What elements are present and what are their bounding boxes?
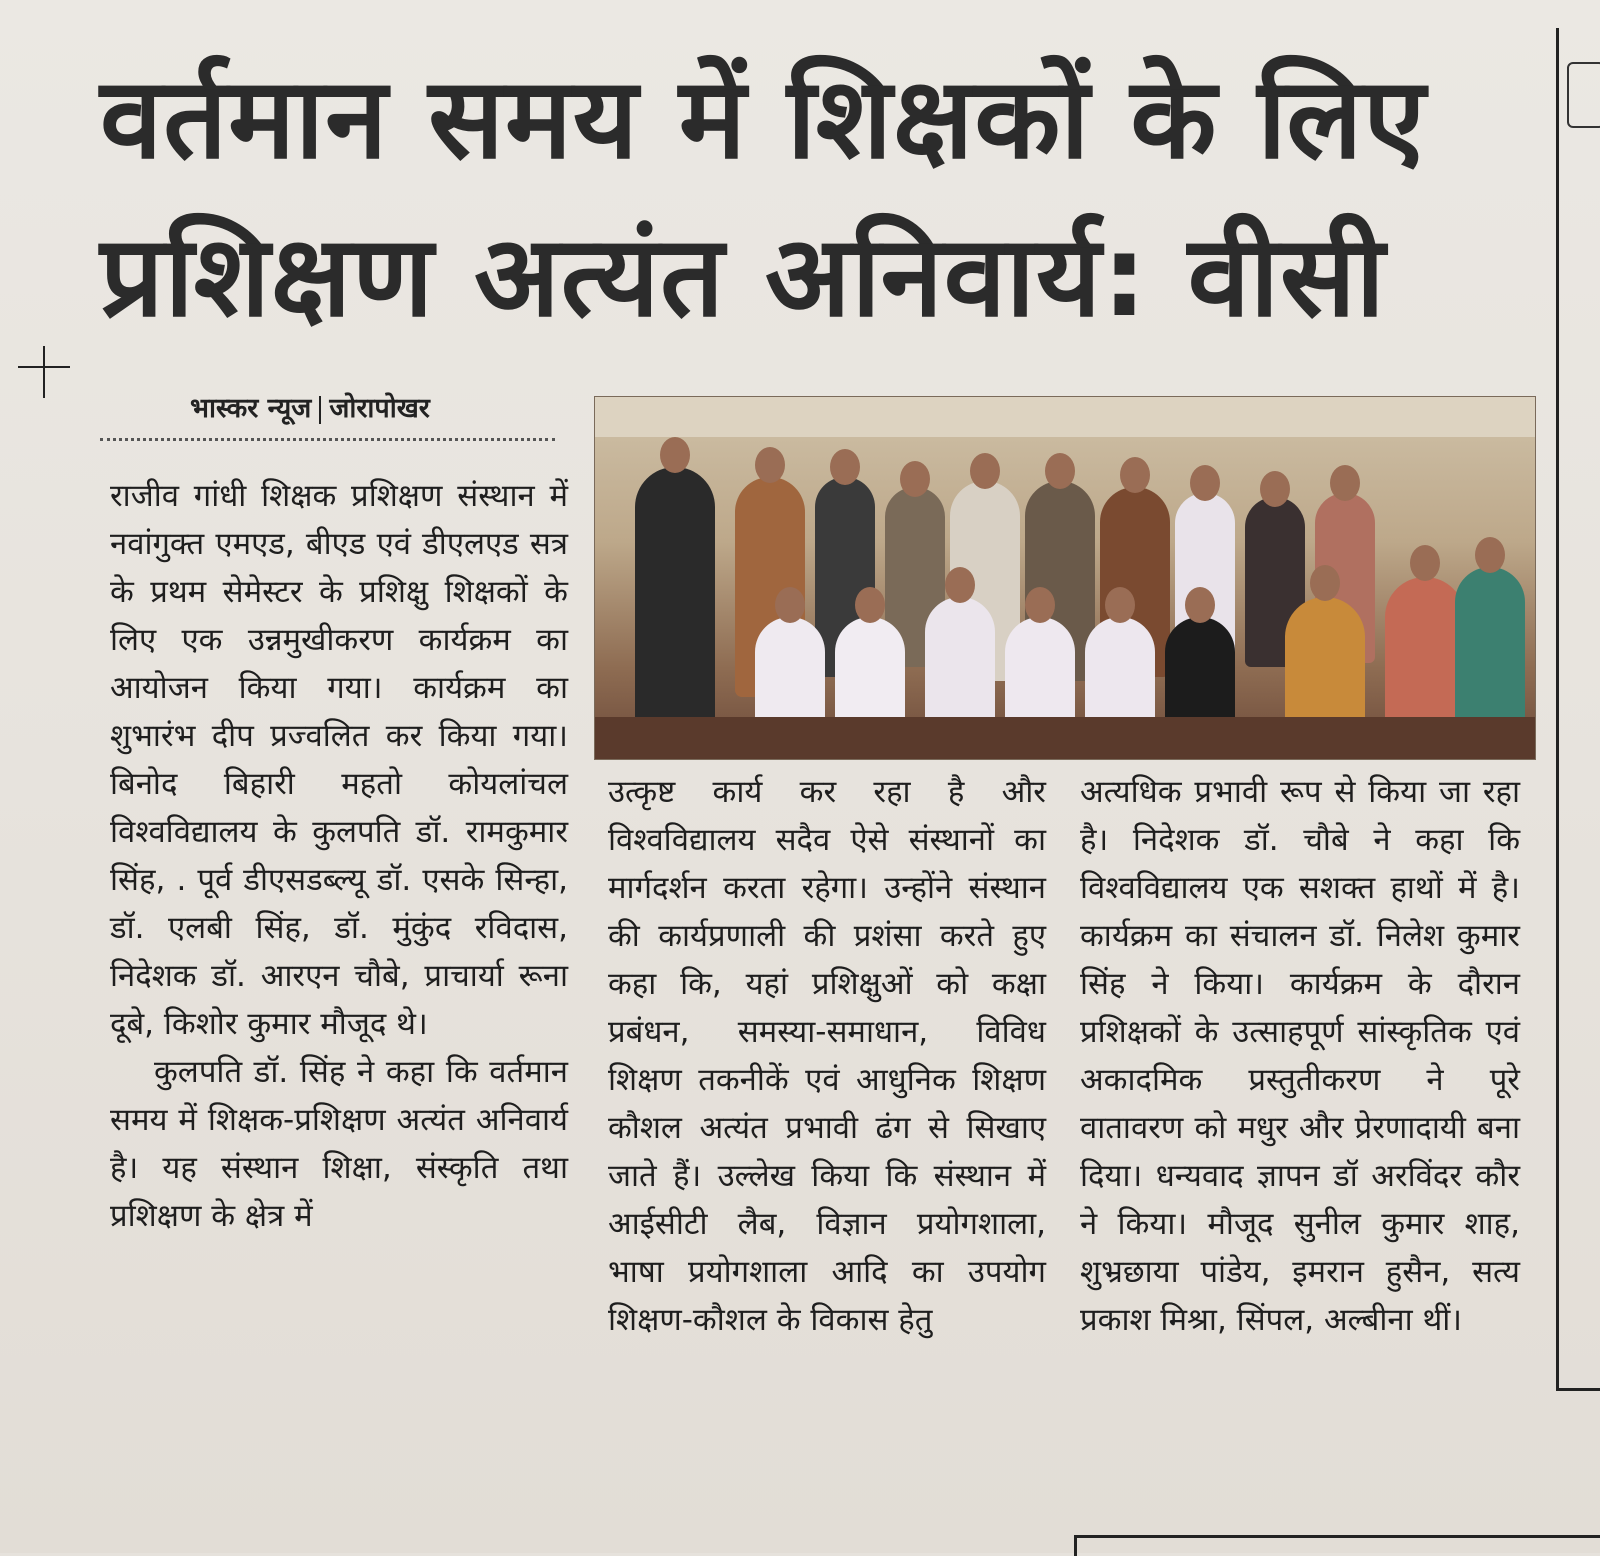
photo-head (1310, 565, 1340, 601)
photo-head (1410, 545, 1440, 581)
headline-line-1: वर्तमान समय में शिक्षकों के लिए (100, 54, 1427, 184)
photo-carpet (595, 717, 1535, 759)
cropped-previous-text (340, 0, 760, 14)
photo-head (1045, 453, 1075, 489)
photo-person (1385, 577, 1465, 737)
article-column-1 (110, 472, 568, 1240)
adjacent-article-icon (1567, 62, 1600, 128)
photo-head (775, 587, 805, 623)
photo-head (1185, 587, 1215, 623)
photo-head (1190, 465, 1220, 501)
photo-head (830, 449, 860, 485)
photo-head (755, 447, 785, 483)
dotted-rule (100, 438, 555, 441)
photo-banner (595, 397, 1535, 437)
article-column-3 (1080, 768, 1520, 1344)
paragraph: अत्यधिक प्रभावी रूप से किया जा रहा है। निदेशक डॉ. चौबे ने कहा कि विश्वविद्यालय एक सशक्त हाथों में है। कार्यक्रम का संचालन डॉ. निलेश कुमार सिंह ने किया। कार्यक्रम के दौरान प्रशिक्षकों के उत्साहपूर्ण सांस्कृतिक एवं अकादमिक प्रस्तुतीकरण ने पूरे वातावरण को मधुर और प्रेरणादायी बना दिया। धन्यवाद ज्ञापन डॉ अरविंदर कौर ने किया। मौजूद सुनील कुमार शाह, शुभ्रछाया पांडेय, इमरान हुसैन, सत्य प्रकाश मिश्रा, सिंपल, अल्बीना थीं। (1080, 774, 1520, 1338)
photo-head (1025, 587, 1055, 623)
paragraph: उत्कृष्ट कार्य कर रहा है और विश्वविद्यालय सदैव ऐसे संस्थानों का मार्गदर्शन करता रहेगा। उन्होंने संस्थान की कार्यप्रणाली की प्रशंसा करते हुए कहा कि, यहां प्रशिक्षुओं को कक्षा प्रबंधन, समस्या-समाधान, विविध शिक्षण तकनीकें एवं आधुनिक शिक्षण कौशल अत्यंत प्रभावी ढंग से सिखाए जाते हैं। उल्लेख किया कि संस्थान में आईसीटी लैब, विज्ञान प्रयोगशाला, भाषा प्रयोगशाला आदि का उपयोग शिक्षण-कौशल के विकास हेतु (608, 774, 1046, 1338)
photo-head (970, 453, 1000, 489)
photo-head (1120, 457, 1150, 493)
photo-head (855, 587, 885, 623)
photo-head (1475, 537, 1505, 573)
paragraph: कुलपति डॉ. सिंह ने कहा कि वर्तमान समय में शिक्षक-प्रशिक्षण अत्यंत अनिवार्य है। यह संस्थान शिक्षा, संस्कृति तथा प्रशिक्षण के क्षेत्र में (110, 1054, 568, 1234)
photo-person (925, 597, 995, 737)
byline (190, 388, 430, 425)
photo-head (900, 461, 930, 497)
byline-separator (319, 396, 321, 424)
paragraph: राजीव गांधी शिक्षक प्रशिक्षण संस्थान में नवांगुक्त एमएड, बीएड एवं डीएलएड सत्र के प्रथम सेमेस्टर के प्रशिक्षु शिक्षकों के लिए एक उन्नमुखीकरण कार्यक्रम का आयोजन किया गया। कार्यक्रम का शुभारंभ दीप प्रज्वलित कर किया गया। बिनोद बिहारी महतो कोयलांचल विश्वविद्यालय के कुलपति डॉ. रामकुमार सिंह, . पूर्व डीएसडब्ल्यू डॉ. एसके सिन्हा, डॉ. एलबी सिंह, डॉ. मुंकुंद रविदास, निदेशक डॉ. आरएन चौबे, प्राचार्या रूना दूबे, किशोर कुमार मौजूद थे। (110, 478, 568, 1042)
photo-head (1260, 471, 1290, 507)
byline-source: भास्कर न्यूज (190, 393, 312, 424)
adjacent-article-frame (1556, 28, 1600, 1391)
headline-line-2: प्रशिक्षण अत्यंत अनिवार्य: वीसी (100, 212, 1386, 342)
group-photo (594, 396, 1536, 760)
photo-person (635, 467, 715, 737)
headline (100, 40, 1540, 356)
photo-head (660, 437, 690, 473)
byline-place: जोरापोखर (329, 393, 430, 424)
photo-head (945, 567, 975, 603)
photo-head (1330, 465, 1360, 501)
registration-mark (43, 346, 45, 398)
photo-head (1105, 587, 1135, 623)
photo-person (1455, 567, 1525, 737)
article-column-2 (608, 768, 1046, 1344)
photo-person (1285, 597, 1365, 737)
